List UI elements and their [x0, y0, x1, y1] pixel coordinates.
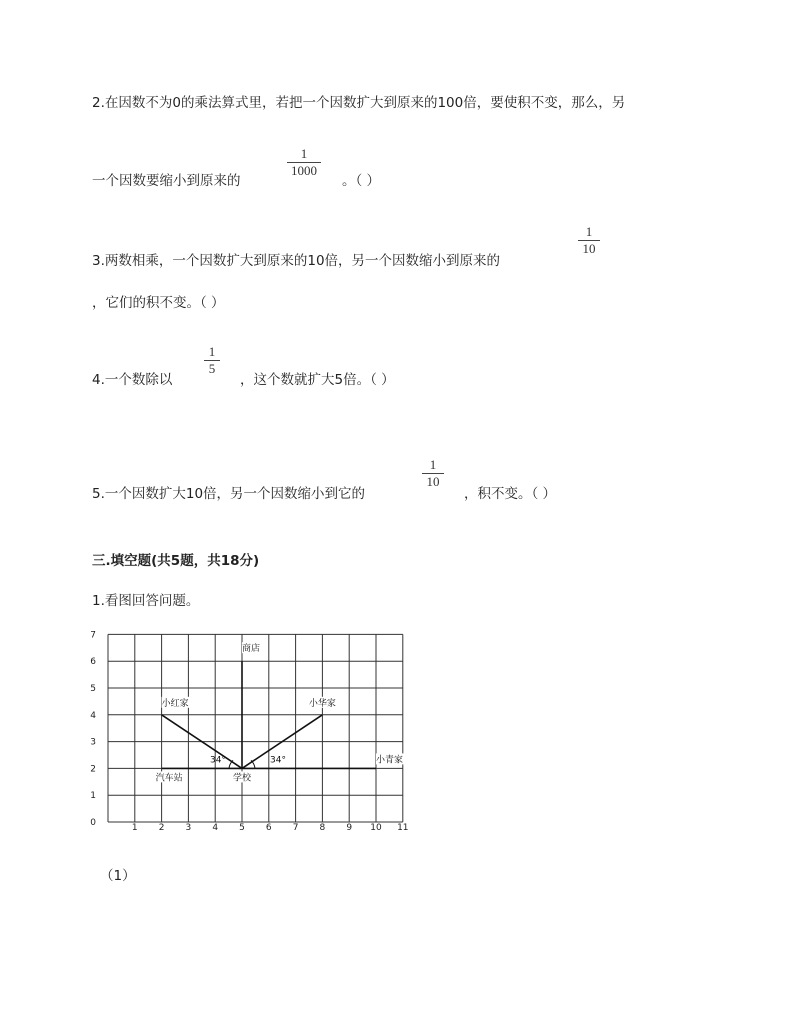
angle-label: 34°: [270, 755, 286, 766]
y-tick-label: 6: [90, 657, 96, 668]
q4-frac-numerator: 1: [208, 344, 216, 359]
place-label: 小红家: [161, 698, 189, 709]
x-tick-label: 3: [185, 823, 192, 833]
y-tick-label: 5: [90, 684, 96, 694]
x-tick-label: 4: [212, 823, 219, 833]
q3-fraction: [578, 225, 600, 256]
q3-frac-numerator: 1: [585, 224, 593, 239]
q2-frac-numerator: 1: [300, 146, 308, 161]
q2-line1: 2.在因数不为0的乘法算式里，若把一个因数扩大到原来的100倍，要使积不变，那么，另: [92, 95, 626, 111]
q2-fraction: [287, 147, 321, 178]
q5-frac-denominator: 10: [426, 474, 440, 489]
x-tick-label: 7: [292, 823, 299, 833]
y-tick-label: 0: [90, 818, 96, 828]
place-label: 商店: [242, 644, 261, 655]
y-tick-label: 4: [90, 710, 96, 721]
x-tick-label: 11: [397, 823, 409, 833]
q2-frac-denominator: 1000: [291, 163, 317, 178]
grid-map-figure: [86, 622, 416, 837]
grid-lines: [108, 634, 403, 822]
q5-frac-numerator: 1: [429, 457, 437, 472]
q4-head: 4.一个数除以: [92, 372, 173, 388]
angle-marks: [210, 755, 286, 768]
x-tick-label: 1: [131, 823, 138, 833]
x-tick-label: 2: [158, 823, 165, 833]
q2-tail: 。（ ）: [342, 173, 381, 189]
y-tick-label: 1: [90, 791, 96, 802]
x-tick-label: 5: [239, 823, 245, 833]
angle-label: 34°: [210, 755, 226, 766]
q4-fraction: [204, 345, 220, 376]
q5-head: 5.一个因数扩大10倍，另一个因数缩小到它的: [92, 486, 366, 502]
fill1-prompt: 1.看图回答问题。: [92, 593, 200, 609]
x-tick-label: 6: [265, 823, 272, 833]
fill1-sub1: （1）: [100, 868, 136, 884]
q5-tail: ，积不变。（ ）: [464, 486, 557, 502]
q3-line1: 3.两数相乘，一个因数扩大到原来的10倍，另一个因数缩小到原来的: [92, 253, 501, 269]
q2-line2: 一个因数要缩小到原来的: [92, 173, 241, 189]
y-tick-label: 2: [90, 764, 96, 775]
x-tick-label: 10: [370, 823, 382, 833]
place-label: 汽车站: [155, 773, 183, 784]
place-label: 小青家: [376, 755, 404, 766]
q4-tail: ，这个数就扩大5倍。（ ）: [240, 372, 395, 388]
section-title: 三.填空题(共5题，共18分): [92, 553, 260, 569]
q3-line2: ，它们的积不变。（ ）: [92, 295, 225, 311]
x-tick-label: 8: [319, 823, 326, 833]
q3-frac-denominator: 10: [582, 241, 596, 256]
y-tick-label: 3: [90, 737, 96, 748]
q4-frac-denominator: 5: [208, 361, 216, 376]
x-tick-label: 9: [346, 823, 353, 833]
place-label: 学校: [232, 773, 252, 784]
q5-fraction: [422, 458, 444, 489]
place-label: 小华家: [308, 698, 336, 709]
y-tick-label: 7: [90, 630, 96, 641]
